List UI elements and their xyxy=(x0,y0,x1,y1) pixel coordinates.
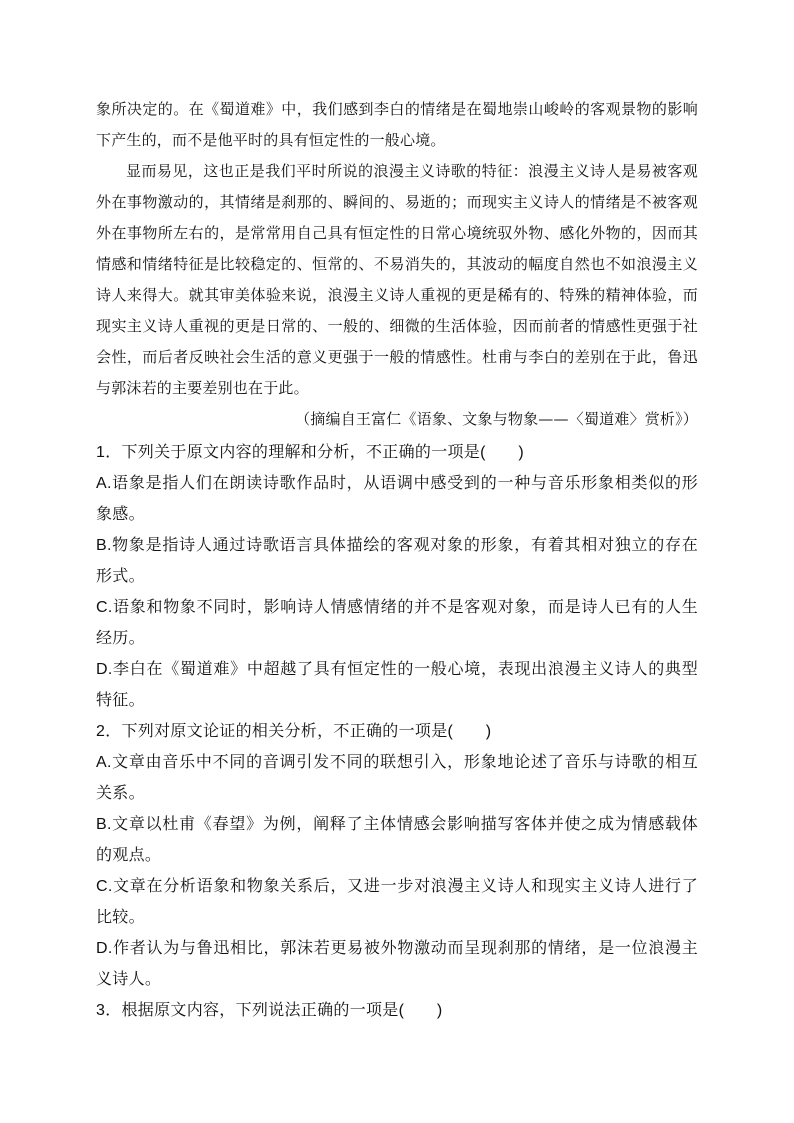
question-2-option-a: A.文章由音乐中不同的音调引发不同的联想引入，形象地论述了音乐与诗歌的相互关系。 xyxy=(96,754,698,802)
question-1-option-b: B.物象是指诗人通过诗歌语言具体描绘的客观对象的形象，有着其相对独立的存在形式。 xyxy=(96,537,698,585)
passage-source-citation: （摘编自王富仁《语象、文象与物象——〈蜀道难〉赏析》） xyxy=(295,410,698,428)
question-1-option-d: D.李白在《蜀道难》中超越了具有恒定性的一般心境，表现出浪漫主义诗人的典型特征。 xyxy=(96,661,698,709)
question-2-option-d: D.作者认为与鲁迅相比，郭沫若更易被外物激动而呈现刹那的情绪，是一位浪漫主义诗人。 xyxy=(96,940,698,988)
passage-paragraph-1: 象所决定的。在《蜀道难》中，我们感到李白的情绪是在蜀地崇山峻岭的客观景物的影响下产生的，而不是他平时的具有恒定性的一般心境。 xyxy=(96,100,698,149)
question-1-stem: 1．下列关于原文内容的理解和分析，不正确的一项是( ) xyxy=(96,444,524,461)
reading-passage xyxy=(96,94,698,435)
question-2 xyxy=(96,716,698,995)
passage-paragraph-2: 显而易见，这也正是我们平时所说的浪漫主义诗歌的特征：浪漫主义诗人是易被客观外在事物激动的，其情绪是刹那的、瞬间的、易逝的；而现实主义诗人的情绪是不被客观外在事物所左右的，是常常用自己具有恒定性的日常心境统驭外物、感化外物的，因而其情感和情绪特征是比较稳定的、恒常的、不易消失的，其波动的幅度自然也不如浪漫主义诗人来得大。就其审美体验来说，浪漫主义诗人重视的更是稀有的、特殊的精神体验，而现实主义诗人重视的更是日常的、一般的、细微的生活体验，因而前者的情感性更强于社会性，而后者反映社会生活的意义更强于一般的情感性。杜甫与李白的差别在于此，鲁迅与郭沫若的主要差别也在于此。 xyxy=(96,162,698,397)
question-list xyxy=(96,437,698,1026)
question-1 xyxy=(96,437,698,716)
question-3-stem: 3．根据原文内容，下列说法正确的一项是( ) xyxy=(96,1002,443,1019)
question-2-option-c: C.文章在分析语象和物象关系后，又进一步对浪漫主义诗人和现实主义诗人进行了比较。 xyxy=(96,878,698,926)
question-1-option-c: C.语象和物象不同时，影响诗人情感情绪的并不是客观对象，而是诗人已有的人生经历。 xyxy=(96,599,698,647)
question-2-option-b: B.文章以杜甫《春望》为例，阐释了主体情感会影响描写客体并使之成为情感载体的观点。 xyxy=(96,816,698,864)
question-3 xyxy=(96,995,698,1026)
question-2-stem: 2．下列对原文论证的相关分析，不正确的一项是( ) xyxy=(96,723,492,740)
question-1-option-a: A.语象是指人们在朗读诗歌作品时，从语调中感受到的一种与音乐形象相类似的形象感。 xyxy=(96,475,698,523)
